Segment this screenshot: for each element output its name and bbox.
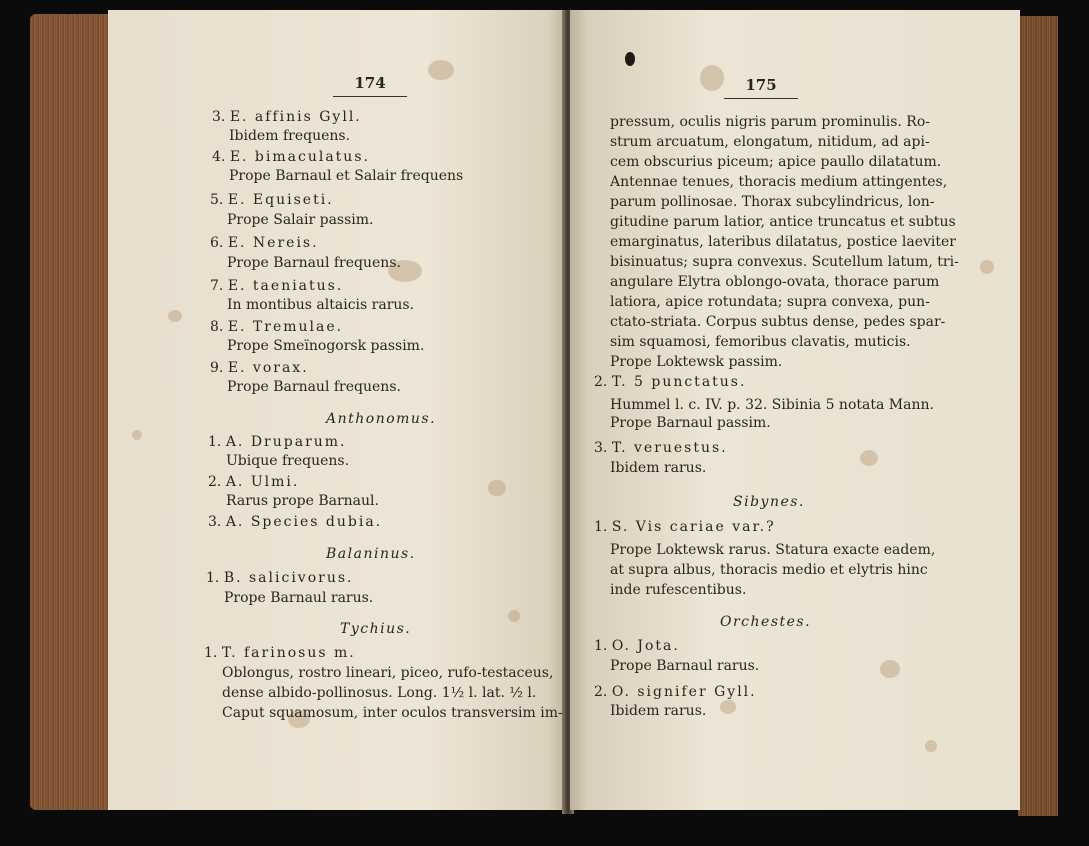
description-line: ctato-striata. Corpus subtus dense, pedes spar-	[610, 314, 946, 330]
genus-heading: Anthonomus.	[326, 411, 437, 427]
entry: 5. E. Equiseti.	[210, 192, 334, 208]
entry: 1. B. salicivorus.	[206, 570, 354, 586]
genus-heading: Balaninus.	[326, 546, 416, 562]
description-line: bisinuatus; supra convexus. Scutellum latum, tri-	[610, 254, 959, 270]
description-line: gitudine parum latior, antice truncatus et subtus	[610, 214, 956, 230]
genus-heading: Tychius.	[340, 621, 412, 637]
description-line: strum arcuatum, elongatum, nitidum, ad api-	[610, 134, 930, 150]
entry: 3. A. Species dubia.	[208, 514, 383, 530]
genus-heading: Sibynes.	[733, 494, 805, 510]
description-line: parum pollinosae. Thorax subcylindricus, lon-	[610, 194, 935, 210]
description-line: Prope Loktewsk passim.	[610, 354, 783, 370]
page-number: 175	[745, 76, 777, 94]
entry-note: Prope Barnaul rarus.	[610, 658, 760, 674]
entry-note: Prope Barnaul frequens.	[227, 379, 401, 395]
description-line: Oblongus, rostro lineari, piceo, rufo-testaceus,	[222, 665, 554, 681]
page-number-rule	[333, 96, 407, 97]
entry: 4. E. bimaculatus.	[212, 149, 370, 165]
description-line: Prope Barnaul passim.	[610, 415, 771, 431]
entry: 6. E. Nereis.	[210, 235, 319, 251]
description-line: angulare Elytra oblongo-ovata, thorace parum	[610, 274, 940, 290]
entry: 2. A. Ulmi.	[208, 474, 300, 490]
entry-note: Prope Smeïnogorsk passim.	[227, 338, 425, 354]
description-line: Hummel l. c. IV. p. 32. Sibinia 5 notata Mann.	[610, 397, 934, 413]
description-line: inde rufescentibus.	[610, 582, 747, 598]
entry-note: Prope Barnaul rarus.	[224, 590, 374, 606]
entry: 3. E. affinis Gyll.	[212, 109, 362, 125]
genus-heading: Orchestes.	[720, 614, 812, 630]
entry: 3. T. veruestus.	[594, 440, 728, 456]
entry-note: Ibidem rarus.	[610, 460, 707, 476]
ink-stain	[625, 52, 635, 66]
description-line: pressum, oculis nigris parum prominulis. Ro-	[610, 114, 930, 130]
entry: 2. O. signifer Gyll.	[594, 684, 757, 700]
entry-note: Rarus prope Barnaul.	[226, 493, 379, 509]
page-edges-right	[1018, 16, 1058, 816]
description-line: cem obscurius piceum; apice paullo dilatatum.	[610, 154, 942, 170]
entry-note: Prope Barnaul frequens.	[227, 255, 401, 271]
description-line: dense albido-pollinosus. Long. 1½ l. lat. ½ l.	[222, 685, 537, 701]
description-line: sim squamosi, femoribus clavatis, muticis.	[610, 334, 911, 350]
entry-note: In montibus altaicis rarus.	[227, 297, 415, 313]
entry-note: Ubique frequens.	[226, 453, 350, 469]
entry: 1. T. farinosus m.	[204, 645, 356, 661]
entry-note: Prope Salair passim.	[227, 212, 374, 228]
entry-note: Ibidem frequens.	[229, 128, 351, 144]
entry: 1. S. Vis cariae var.?	[594, 519, 776, 535]
description-line: latiora, apice rotundata; supra convexa, pun-	[610, 294, 930, 310]
entry: 1. A. Druparum.	[208, 434, 347, 450]
description-line: at supra albus, thoracis medio et elytris hinc	[610, 562, 928, 578]
description-line: emarginatus, lateribus dilatatus, postice laeviter	[610, 234, 956, 250]
entry: 8. E. Tremulae.	[210, 319, 344, 335]
page-number-rule	[724, 98, 798, 99]
entry: 7. E. taeniatus.	[210, 278, 344, 294]
entry: 2. T. 5 punctatus.	[594, 374, 747, 390]
description-line: Prope Loktewsk rarus. Statura exacte eadem,	[610, 542, 936, 558]
entry: 1. O. Jota.	[594, 638, 680, 654]
page-edges-left	[30, 14, 110, 810]
entry-note: Ibidem rarus.	[610, 703, 707, 719]
entry: 9. E. vorax.	[210, 360, 309, 376]
page-number: 174	[354, 74, 386, 92]
description-line: Caput squamosum, inter oculos transversim im-	[222, 705, 563, 721]
entry-note: Prope Barnaul et Salair frequens	[229, 168, 464, 184]
description-line: Antennae tenues, thoracis medium attingentes,	[610, 174, 948, 190]
